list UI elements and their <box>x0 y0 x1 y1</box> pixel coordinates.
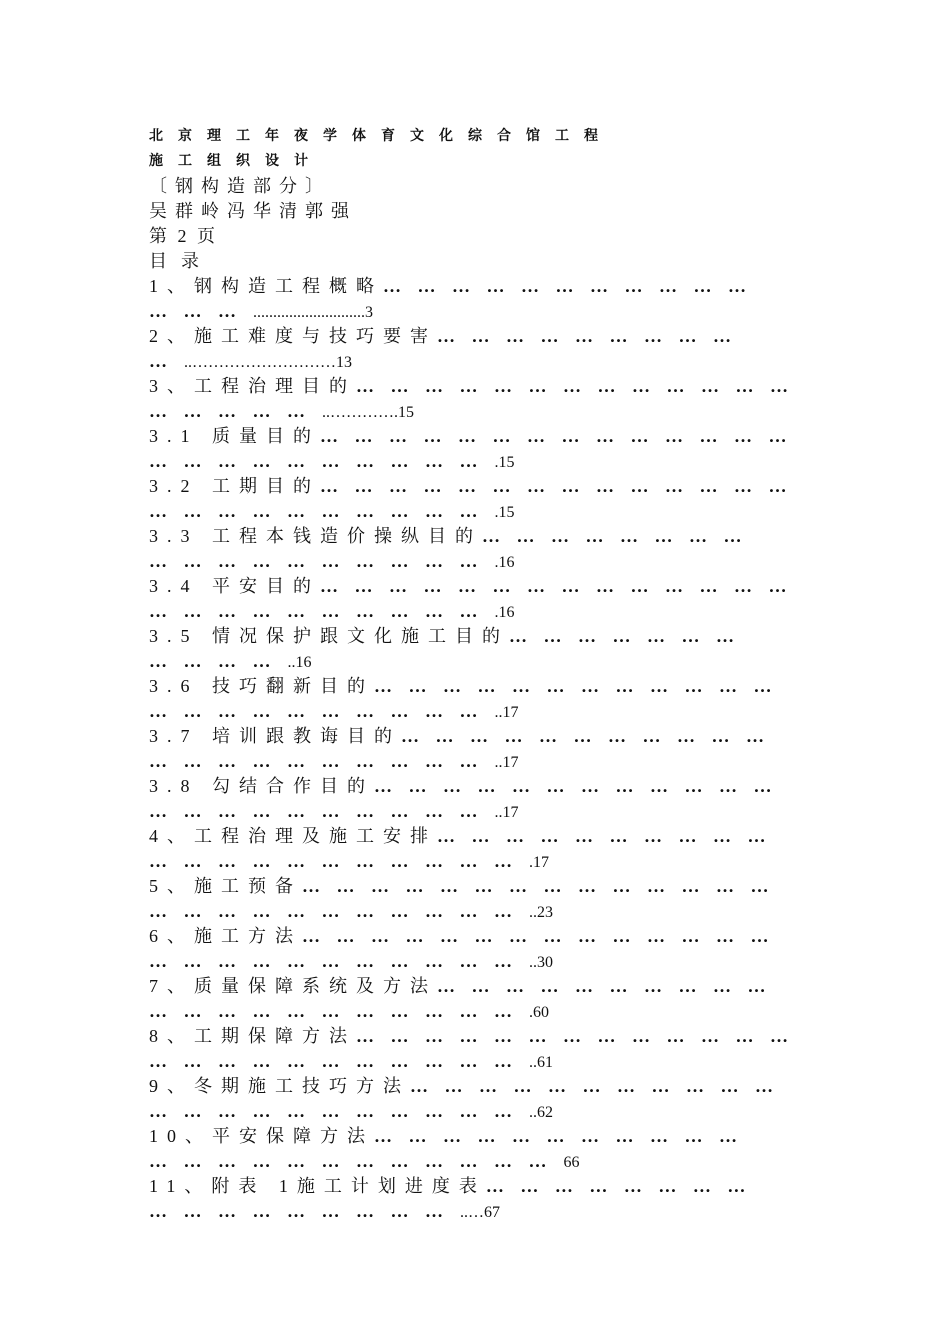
toc-entry-line <box>149 649 791 674</box>
toc-leader-dots: … … … … … … … … … … … … <box>149 1151 550 1171</box>
toc-entry-line <box>149 674 791 699</box>
toc-leader-dots: … … … … … … … … … … … <box>149 1051 515 1071</box>
toc-page-number: ..…67 <box>460 1204 500 1221</box>
toc-entry-line <box>149 599 791 624</box>
toc-entry-line <box>149 524 791 549</box>
toc-entry[interactable] <box>149 674 791 724</box>
toc-leader-dots: … … … … … … … … … … … … … … <box>320 476 790 496</box>
toc-leader-dots: … … … … … … … … … … <box>149 551 481 571</box>
toc-entry-line <box>149 924 791 949</box>
table-of-contents <box>149 274 791 1224</box>
toc-leader-dots: … … … … … … … … … … … <box>149 901 515 921</box>
toc-entry-line <box>149 1124 791 1149</box>
toc-entry-line <box>149 374 791 399</box>
toc-entry-line <box>149 774 791 799</box>
toc-entry-label: 3、工程治理目的 <box>149 376 356 396</box>
authors: 吴群岭冯华清郭强 <box>149 201 357 221</box>
toc-page-number: .15 <box>494 454 515 471</box>
toc-page-number: ..………….15 <box>322 404 414 421</box>
toc-heading: 目录 <box>149 251 213 271</box>
toc-entry-label: 1、钢构造工程概略 <box>149 276 383 296</box>
toc-page-number: ..17 <box>494 804 519 821</box>
toc-entry-line <box>149 399 791 424</box>
toc-page-number: ............................3 <box>253 304 373 321</box>
toc-leader-dots: … … … … … … … … … … … … … … <box>320 426 790 446</box>
toc-leader-dots: … … … … … … … … … … … <box>149 1101 515 1121</box>
toc-entry-label: 6、施工方法 <box>149 926 302 946</box>
toc-entry-line <box>149 549 791 574</box>
toc-entry-label: 2、施工难度与技巧要害 <box>149 326 437 346</box>
toc-leader-dots: … … … … … … … … … … <box>437 976 769 996</box>
toc-entry-line <box>149 1199 791 1224</box>
toc-entry[interactable] <box>149 924 791 974</box>
toc-entry-label: 3.1 质量目的 <box>149 426 320 446</box>
toc-page-number: .60 <box>529 1004 549 1021</box>
toc-leader-dots: … … … … … … … … … … … <box>410 1076 776 1096</box>
toc-entry-line <box>149 624 791 649</box>
toc-entry-line <box>149 1074 791 1099</box>
toc-entry-line <box>149 699 791 724</box>
toc-entry[interactable] <box>149 1024 791 1074</box>
toc-entry[interactable] <box>149 1174 791 1224</box>
toc-leader-dots: … … … … … … … … … … … <box>374 1126 740 1146</box>
toc-entry-line <box>149 1149 791 1174</box>
toc-leader-dots: … … … … … … … … … … … <box>149 951 515 971</box>
toc-entry-line <box>149 449 791 474</box>
toc-entry[interactable] <box>149 424 791 474</box>
toc-entry-label: 3.4 平安目的 <box>149 576 320 596</box>
toc-entry-line <box>149 274 791 299</box>
toc-entry-line <box>149 724 791 749</box>
toc-page-number: 66 <box>563 1154 580 1171</box>
toc-leader-dots: … … … … <box>149 651 274 671</box>
toc-page-number: .16 <box>494 604 515 621</box>
toc-entry[interactable] <box>149 524 791 574</box>
toc-leader-dots: … … … … … <box>149 401 308 421</box>
toc-leader-dots: … … … … … … … … … … … … <box>374 676 775 696</box>
toc-leader-dots: … … … … … … … … … … … … … <box>356 376 791 396</box>
toc-leader-dots: … … … … … … … … … … … … … … <box>302 926 772 946</box>
toc-leader-dots: … … … … … … … … … … … <box>149 851 515 871</box>
toc-entry[interactable] <box>149 624 791 674</box>
document-title-line-1: 北京理工年夜学体育文化综合馆工程 <box>149 129 613 144</box>
toc-entry[interactable] <box>149 374 791 424</box>
toc-leader-dots: … … … … … … … … … <box>437 326 734 346</box>
toc-leader-dots: … … … … … … … … … … <box>149 501 481 521</box>
toc-page-number: ..17 <box>494 754 519 771</box>
toc-entry-line <box>149 474 791 499</box>
page-number-label: 第 2 页 <box>149 226 218 246</box>
toc-entry-line <box>149 799 791 824</box>
toc-entry-label: 4、工程治理及施工安排 <box>149 826 437 846</box>
toc-leader-dots: … … … … … … … … … … … … … <box>356 1026 791 1046</box>
toc-entry[interactable] <box>149 1074 791 1124</box>
toc-leader-dots: … … … … … … … … … … … <box>383 276 749 296</box>
toc-entry-label: 3.5 情况保护跟文化施工目的 <box>149 626 509 646</box>
toc-leader-dots: … … … … … … … … … … … … … … <box>302 876 772 896</box>
toc-page-number: .16 <box>494 554 515 571</box>
toc-entry-line <box>149 1174 791 1199</box>
toc-entry-label: 7、质量保障系统及方法 <box>149 976 437 996</box>
toc-entry-label: 10、平安保障方法 <box>149 1126 374 1146</box>
toc-leader-dots: … … … … … … … … … … <box>437 826 769 846</box>
toc-entry-line <box>149 1024 791 1049</box>
toc-entry-line <box>149 324 791 349</box>
toc-entry-label: 3.6 技巧翻新目的 <box>149 676 374 696</box>
toc-leader-dots: … … … … … … … … … … … … <box>374 776 775 796</box>
toc-page-number: ..30 <box>529 954 553 971</box>
toc-entry-label: 3.8 勾结合作目的 <box>149 776 374 796</box>
toc-page-number: .15 <box>494 504 515 521</box>
toc-page-number: ..23 <box>529 904 553 921</box>
toc-leader-dots: … … … … … … … … <box>482 526 745 546</box>
toc-leader-dots: … <box>149 351 170 371</box>
toc-entry[interactable] <box>149 474 791 524</box>
toc-entry-line <box>149 499 791 524</box>
toc-entry-label: 3.2 工期目的 <box>149 476 320 496</box>
toc-entry-label: 5、施工预备 <box>149 876 302 896</box>
toc-page-number: ..17 <box>494 704 519 721</box>
toc-leader-dots: … … … … … … … … <box>485 1176 749 1196</box>
toc-leader-dots: … … … … … … … … … … … … … … <box>320 576 790 596</box>
toc-entry-line <box>149 999 791 1024</box>
toc-leader-dots: … … … … … … … … … … <box>149 751 481 771</box>
toc-page-number: ..61 <box>529 1054 553 1071</box>
toc-entry[interactable] <box>149 874 791 924</box>
toc-entry-line <box>149 1099 791 1124</box>
toc-entry-line <box>149 424 791 449</box>
document-content <box>149 124 791 1224</box>
toc-entry[interactable] <box>149 724 791 774</box>
toc-page-number: ..16 <box>287 654 312 671</box>
toc-entry[interactable] <box>149 824 791 874</box>
document-title-line-2: 施工组织设计 <box>149 154 323 169</box>
toc-leader-dots: … … … … … … … … … … <box>149 451 481 471</box>
toc-entry[interactable] <box>149 274 791 324</box>
toc-leader-dots: … … … … … … … … … … … <box>401 726 767 746</box>
toc-entry-label: 3.3 工程本钱造价操纵目的 <box>149 526 482 546</box>
toc-entry-line <box>149 949 791 974</box>
toc-entry-line <box>149 849 791 874</box>
toc-entry-line <box>149 874 791 899</box>
toc-entry-line <box>149 899 791 924</box>
toc-entry-line <box>149 574 791 599</box>
toc-entry-line <box>149 824 791 849</box>
toc-entry[interactable] <box>149 774 791 824</box>
toc-leader-dots: … … … <box>149 301 239 321</box>
toc-leader-dots: … … … … … … … … … … … <box>149 1001 515 1021</box>
toc-page-number: .17 <box>529 854 549 871</box>
toc-page-number: ..62 <box>529 1104 553 1121</box>
toc-entry-label: 11、附表 1施工计划进度表 <box>149 1176 486 1196</box>
toc-leader-dots: … … … … … … … … … <box>149 1201 446 1221</box>
toc-entry[interactable] <box>149 574 791 624</box>
toc-entry[interactable] <box>149 974 791 1024</box>
document-subtitle: 〔钢构造部分〕 <box>149 176 331 196</box>
toc-leader-dots: … … … … … … … <box>509 626 737 646</box>
toc-entry-line <box>149 1049 791 1074</box>
toc-entry-label: 8、工期保障方法 <box>149 1026 356 1046</box>
toc-entry-line <box>149 299 791 324</box>
toc-leader-dots: … … … … … … … … … … <box>149 601 481 621</box>
toc-leader-dots: … … … … … … … … … … <box>149 801 481 821</box>
toc-entry-label: 3.7 培训跟教诲目的 <box>149 726 401 746</box>
toc-entry-label: 9、冬期施工技巧方法 <box>149 1076 410 1096</box>
toc-page-number: ..………………………13 <box>184 354 352 371</box>
toc-entry-line <box>149 974 791 999</box>
toc-entry-line <box>149 349 791 374</box>
toc-leader-dots: … … … … … … … … … … <box>149 701 481 721</box>
toc-entry[interactable] <box>149 1124 791 1174</box>
toc-entry[interactable] <box>149 324 791 374</box>
toc-entry-line <box>149 749 791 774</box>
